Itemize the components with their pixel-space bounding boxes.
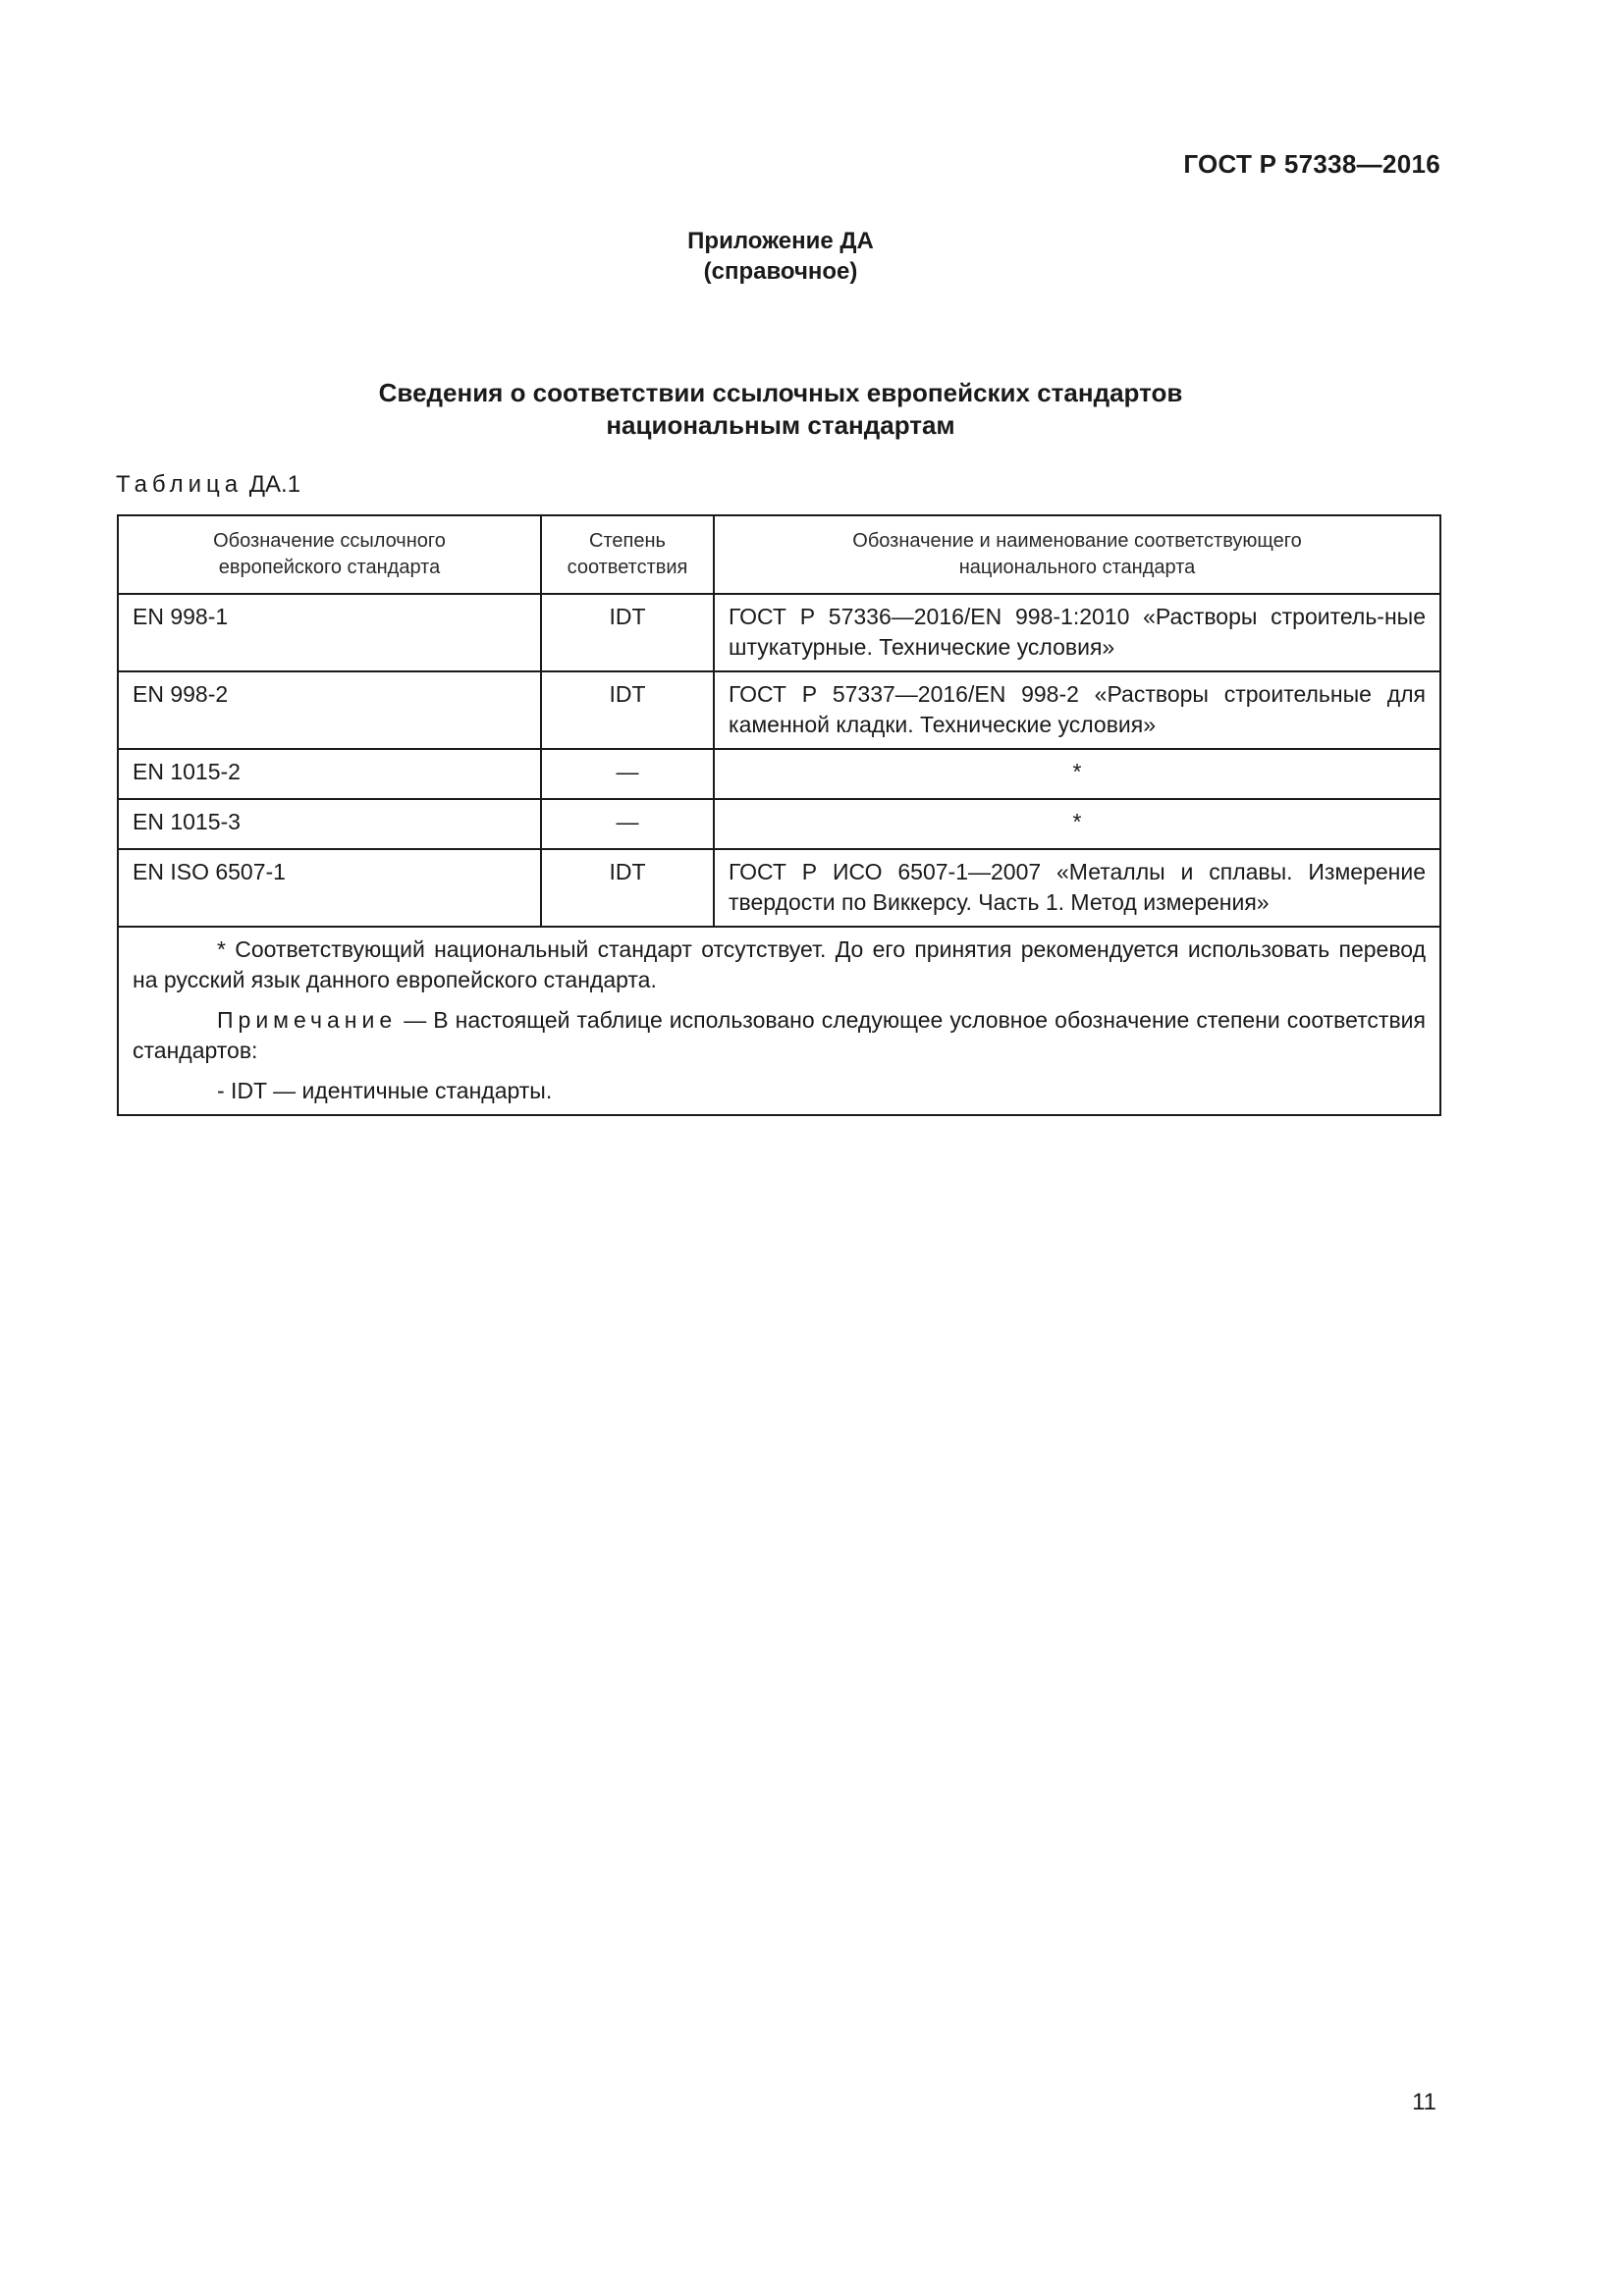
- table-footnote: * Соответствующий национальный стандарт отсутствует. До его принятия рекомендуется использовать перевод на русский язык данного европейского стандарта.: [133, 936, 1426, 992]
- header-reference-standard: Обозначение ссылочного европейского стандарта: [118, 515, 541, 594]
- section-title: [0, 377, 1561, 442]
- degree-cell: —: [541, 749, 714, 799]
- table-caption-word: Таблица: [116, 471, 244, 498]
- appendix-kind: (справочное): [703, 258, 858, 285]
- table-row: [118, 671, 1440, 749]
- reference-standard-cell: EN ISO 6507-1: [118, 849, 541, 927]
- degree-cell: —: [541, 799, 714, 849]
- national-standard-cell: *: [714, 749, 1440, 799]
- page-number: 11: [1412, 2089, 1436, 2115]
- note-label: Примечание: [217, 1007, 398, 1033]
- reference-standard-cell: EN 1015-2: [118, 749, 541, 799]
- note-list-item: - IDT — идентичные стандарты.: [217, 1078, 553, 1103]
- reference-standard-cell: EN 1015-3: [118, 799, 541, 849]
- table-notes-cell: [118, 927, 1440, 1115]
- section-title-line-1: Сведения о соответствии ссылочных европейских стандартов: [378, 378, 1183, 407]
- degree-cell: IDT: [541, 849, 714, 927]
- national-standard-cell: ГОСТ Р 57337—2016/EN 998-2 «Растворы строительные для каменной кладки. Технические условия»: [714, 671, 1440, 749]
- table-row: [118, 749, 1440, 799]
- table-caption: [116, 471, 300, 499]
- reference-standard-cell: EN 998-2: [118, 671, 541, 749]
- national-standard-cell: *: [714, 799, 1440, 849]
- document-code: ГОСТ Р 57338—2016: [1183, 149, 1440, 179]
- degree-cell: IDT: [541, 671, 714, 749]
- appendix-heading: [0, 226, 1561, 287]
- table-row: [118, 849, 1440, 927]
- table-caption-number: ДА.1: [248, 471, 301, 498]
- appendix-title: Приложение ДА: [687, 228, 874, 254]
- national-standard-cell: ГОСТ Р 57336—2016/EN 998-1:2010 «Растворы строитель-ные штукатурные. Технические условия»: [714, 594, 1440, 671]
- conformity-table: [117, 514, 1441, 1116]
- table-row: [118, 799, 1440, 849]
- section-title-line-2: национальным стандартам: [606, 410, 955, 440]
- table-notes-row: [118, 927, 1440, 1115]
- note-text: — В настоящей таблице использовано следующее условное обозначение степени соответствия стандартов:: [133, 1007, 1426, 1063]
- table-note: [133, 1005, 1426, 1066]
- table-header-row: [118, 515, 1440, 594]
- reference-standard-cell: EN 998-1: [118, 594, 541, 671]
- national-standard-cell: ГОСТ Р ИСО 6507-1—2007 «Металлы и сплавы. Измерение твердости по Виккерсу. Часть 1. Метод измерения»: [714, 849, 1440, 927]
- header-national-standard: Обозначение и наименование соответствующего национального стандарта: [714, 515, 1440, 594]
- header-degree-of-conformity: Степень соответствия: [541, 515, 714, 594]
- table-row: [118, 594, 1440, 671]
- degree-cell: IDT: [541, 594, 714, 671]
